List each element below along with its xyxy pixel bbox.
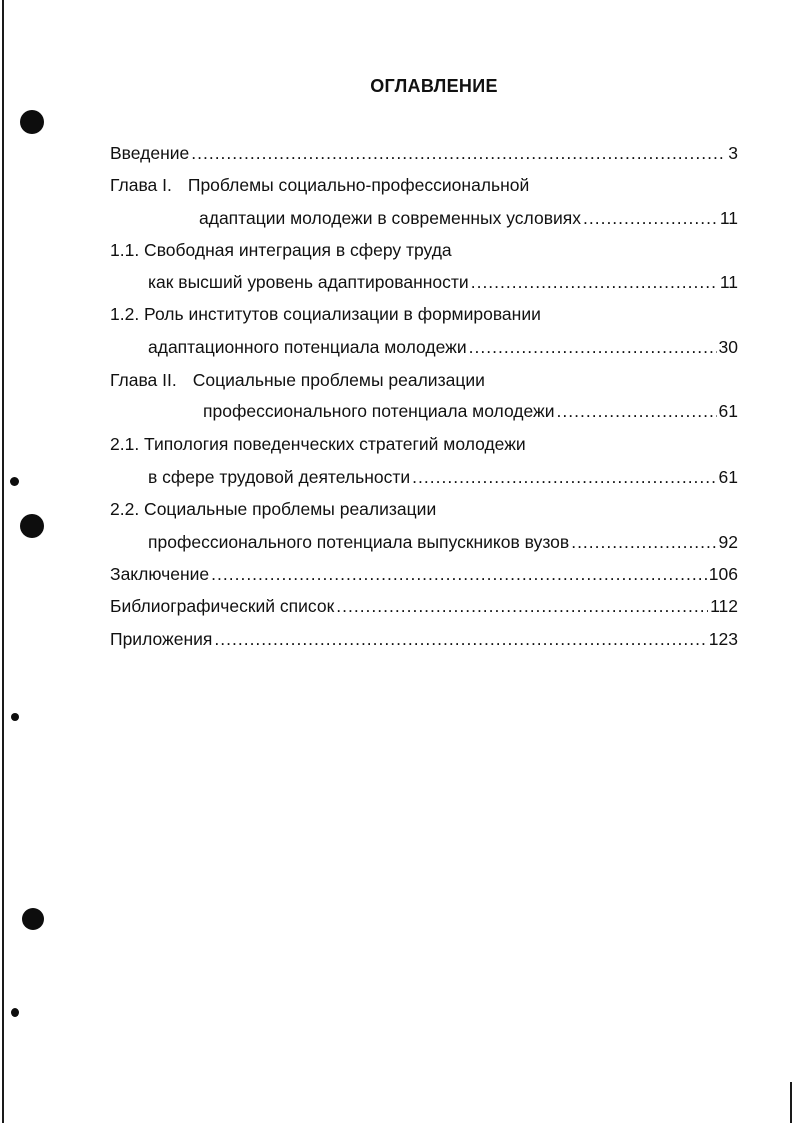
chapter-title-line1: Проблемы социально-профессиональной — [187, 175, 530, 195]
toc-section-2-1-line1: 2.1. Типология поведенческих стратегий молодежи — [110, 434, 526, 454]
dot-leader — [469, 335, 717, 359]
dot-leader — [571, 530, 716, 554]
toc-page-number: 123 — [708, 629, 738, 649]
dot-leader — [412, 465, 716, 489]
toc-entry-label: Заключение — [110, 564, 210, 584]
toc-chapter-2-line1 — [110, 368, 485, 392]
toc-entry-label: Введение — [110, 143, 190, 163]
toc-page-number: 11 — [719, 208, 738, 228]
chapter-title-line1: Социальные проблемы реализации — [192, 370, 485, 390]
toc-chapter-1-line2 — [199, 206, 738, 230]
chapter-title-line2: адаптации молодежи в современных условиях — [199, 208, 581, 228]
page-title: ОГЛАВЛЕНИЕ — [370, 76, 498, 96]
toc-page-number: 30 — [718, 337, 738, 357]
toc-chapter-2-line2 — [203, 399, 738, 423]
toc-entry-intro — [110, 141, 738, 165]
toc-chapter-1-line1 — [110, 173, 529, 197]
punch-hole-4 — [11, 713, 19, 721]
toc-entry-label: Приложения — [110, 629, 213, 649]
dot-leader — [191, 141, 726, 165]
toc-section-1-1-line1: 1.1. Свободная интеграция в сферу труда — [110, 240, 452, 260]
toc-page-number: 61 — [718, 401, 738, 421]
toc-entry-label: Библиографический список — [110, 596, 335, 616]
section-title-line2: в сфере трудовой деятельности — [148, 467, 411, 487]
dot-leader — [583, 206, 718, 230]
toc-page-number: 92 — [718, 532, 738, 552]
scan-edge-left — [2, 0, 4, 1123]
toc-section-2-2-line1: 2.2. Социальные проблемы реализации — [110, 499, 437, 519]
toc-page-number: 11 — [719, 272, 738, 292]
punch-hole-6 — [11, 1008, 19, 1017]
scan-edge-right — [790, 1082, 792, 1123]
toc-page-number: 106 — [708, 564, 738, 584]
chapter-title-line2: профессионального потенциала молодежи — [203, 401, 555, 421]
dot-leader — [471, 270, 718, 294]
punch-hole-5 — [22, 908, 44, 930]
punch-hole-3 — [20, 514, 44, 538]
toc-entry-appendix — [110, 627, 738, 651]
toc-section-2-1-line2 — [148, 465, 738, 489]
toc-page-number: 112 — [710, 596, 738, 616]
chapter-prefix: Глава I. — [110, 175, 172, 195]
punch-hole-2 — [10, 477, 19, 486]
toc-entry-bibliography — [110, 594, 738, 618]
chapter-prefix: Глава II. — [110, 370, 177, 390]
dot-leader — [557, 399, 717, 423]
section-title-line2: как высший уровень адаптированности — [148, 272, 469, 292]
toc-section-1-1-line2 — [148, 270, 738, 294]
toc-section-2-2-line2 — [148, 530, 738, 554]
toc-section-1-2-line2 — [148, 335, 738, 359]
dot-leader — [214, 627, 706, 651]
section-title-line2: адаптационного потенциала молодежи — [148, 337, 467, 357]
dot-leader — [211, 562, 707, 586]
toc-page-number: 3 — [728, 143, 738, 163]
punch-hole-1 — [20, 110, 44, 134]
toc-entry-conclusion — [110, 562, 738, 586]
section-title-line2: профессионального потенциала выпускников вузов — [148, 532, 570, 552]
toc-section-1-2-line1: 1.2. Роль институтов социализации в формировании — [110, 304, 541, 324]
dot-leader — [336, 594, 708, 618]
toc-page-number: 61 — [718, 467, 738, 487]
